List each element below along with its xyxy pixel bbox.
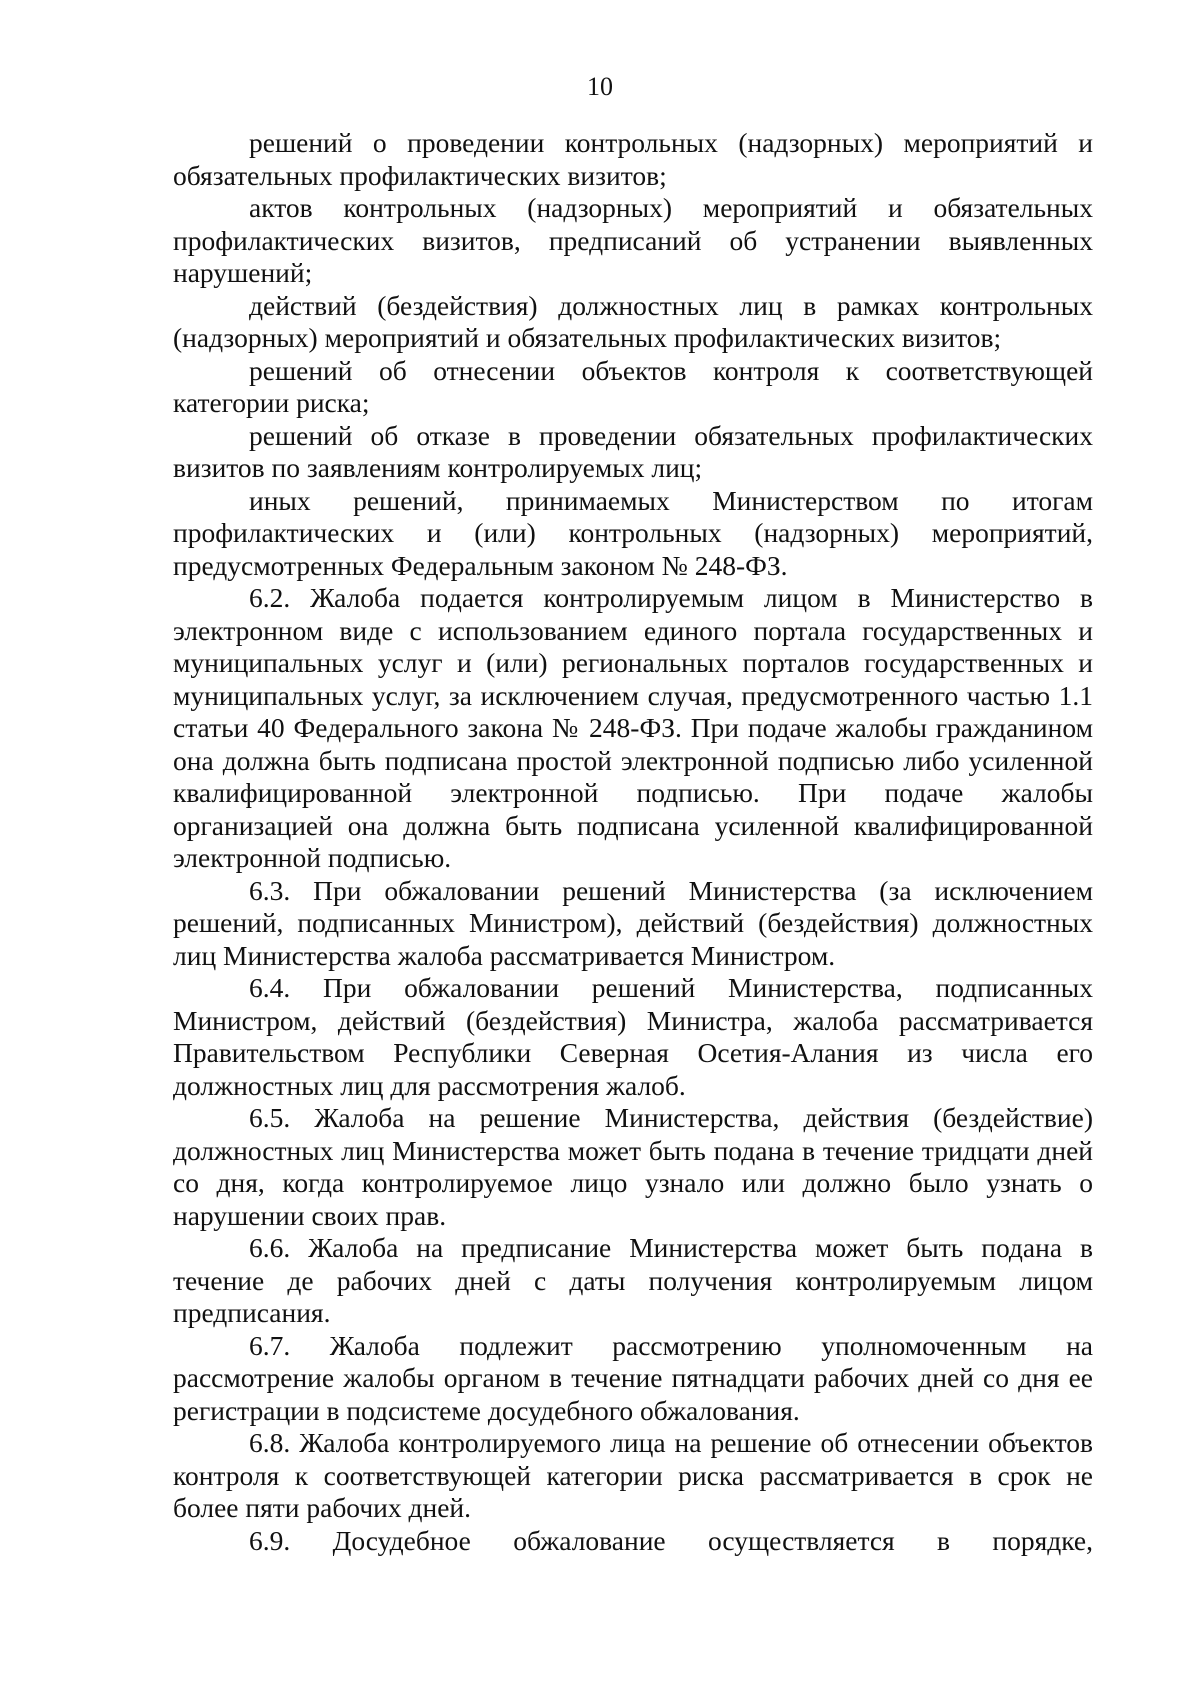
paragraph-2: актов контрольных (надзорных) мероприятий и обязательных профилактических визитов, предписаний об устранении выявленных нарушений; (173, 192, 1093, 288)
paragraph-6-3: 6.3. При обжаловании решений Министерства (за исключением решений, подписанных Министром), действий (бездействия) должностных лиц Министерства жалоба рассматривается Министром. (173, 874, 1093, 971)
document-body (173, 127, 1093, 1557)
paragraph-5: решений об отказе в проведении обязательных профилактических визитов по заявлениям контролируемых лиц; (173, 419, 1093, 483)
paragraph-6: иных решений, принимаемых Министерством по итогам профилактических и (или) контрольных (надзорных) мероприятий, предусмотренных Федеральным законом № 248-ФЗ. (173, 484, 1093, 581)
paragraph-1: решений о проведении контрольных (надзорных) мероприятий и обязательных профилактических визитов; (173, 127, 1093, 191)
paragraph-6-2: 6.2. Жалоба подается контролируемым лицом в Министерство в электронном виде с использованием единого портала государственных и муниципальных услуг и (или) региональных порталов государственных и муниципальных услуг, за исключением случая, предусмотренного частью 1.1 статьи 40 Федерального закона № 248-ФЗ. При подаче жалобы гражданином она должна быть подписана простой электронной подписью либо усиленной квалифицированной электронной подписью. При подаче жалобы организацией она должна быть подписана усиленной квалифицированной электронной подписью. (173, 582, 1093, 873)
paragraph-3: действий (бездействия) должностных лиц в рамках контрольных (надзорных) мероприятий и обязательных профилактических визитов; (173, 289, 1093, 353)
paragraph-6-5: 6.5. Жалоба на решение Министерства, действия (бездействие) должностных лиц Министерства может быть подана в течение тридцати дней со дня, когда контролируемое лицо узнало или должно было узнать о нарушении своих прав. (173, 1102, 1093, 1231)
paragraph-4: решений об отнесении объектов контроля к соответствующей категории риска; (173, 354, 1093, 418)
paragraph-6-6: 6.6. Жалоба на предписание Министерства может быть подана в течение де рабочих дней с даты получения контролируемым лицом предписания. (173, 1232, 1093, 1328)
page-number: 10 (587, 72, 613, 101)
paragraph-6-9: 6.9. Досудебное обжалование осуществляется в порядке, (249, 1524, 1093, 1556)
paragraph-6-4: 6.4. При обжаловании решений Министерства, подписанных Министром, действий (бездействия) Министра, жалоба рассматривается Правительством Республики Северная Осетия-Алания из числа его должностных лиц для рассмотрения жалоб. (173, 972, 1093, 1101)
paragraph-6-7: 6.7. Жалоба подлежит рассмотрению уполномоченным на рассмотрение жалобы органом в течение пятнадцати рабочих дней со дня ее регистрации в подсистеме досудебного обжалования. (173, 1329, 1093, 1426)
paragraph-6-8: 6.8. Жалоба контролируемого лица на решение об отнесении объектов контроля к соответствующей категории риска рассматривается в срок не более пяти рабочих дней. (173, 1427, 1093, 1523)
